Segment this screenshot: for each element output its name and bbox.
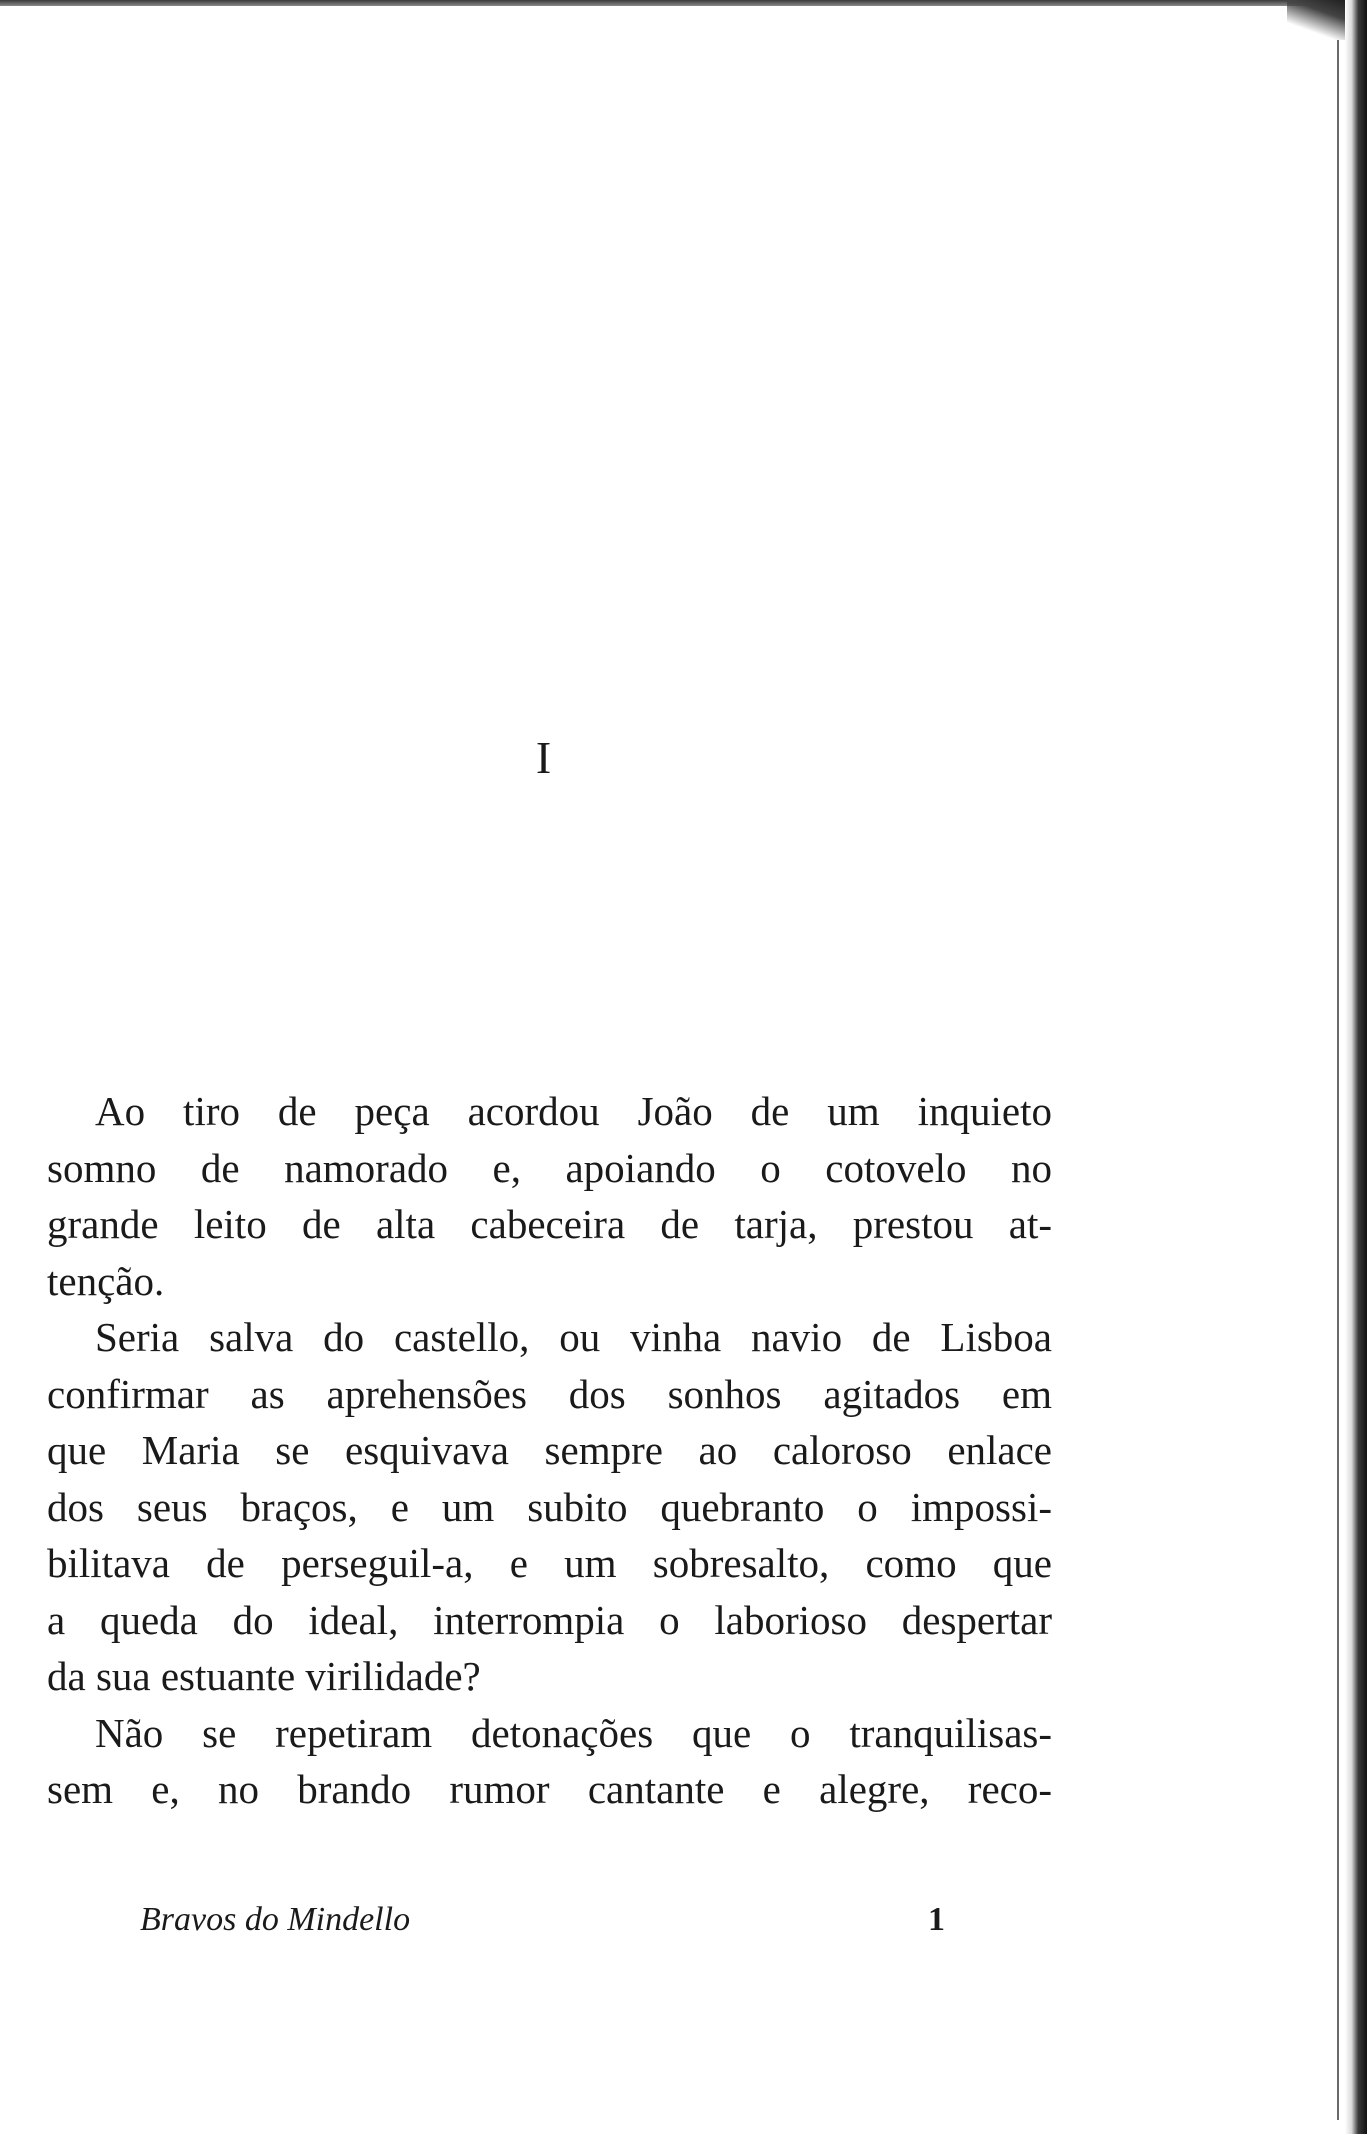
- text-line: grande leito de alta cabeceira de tarja, prestou at-: [47, 1201, 1052, 1247]
- text-line: tenção.: [47, 1257, 165, 1304]
- page-edge-line: [1337, 40, 1339, 2120]
- text-line: Ao tiro de peça acordou João de um inquieto: [95, 1088, 1052, 1134]
- page-footer: [140, 1898, 970, 1942]
- chapter-heading: I: [535, 732, 552, 783]
- text-line: somno de namorado e, apoiando o cotovelo no: [47, 1144, 1052, 1191]
- text-line: que Maria se esquivava sempre ao caloroso enlace: [47, 1427, 1052, 1473]
- text-line: dos seus braços, e um subito quebranto o impossi-: [47, 1483, 1052, 1530]
- text-line: a queda do ideal, interrompia o laborioso despertar: [47, 1596, 1052, 1643]
- page-binding-edge: [1345, 0, 1367, 2134]
- body-text: [47, 1083, 1052, 1818]
- footer-signature-mark: 1: [928, 1901, 945, 1938]
- text-line: sem e, no brando rumor cantante e alegre, reco-: [47, 1766, 1052, 1812]
- text-line: Seria salva do castello, ou vinha navio de Lisboa: [95, 1314, 1052, 1360]
- text-line: da sua estuante virilidade?: [47, 1653, 481, 1699]
- text-line: Não se repetiram detonações que o tranquilisas-: [95, 1709, 1052, 1756]
- text-line: confirmar as aprehensões dos sonhos agitados em: [47, 1370, 1052, 1417]
- page-top-edge: [0, 0, 1367, 6]
- text-line: bilitava de perseguil-a, e um sobresalto, como que: [47, 1540, 1052, 1586]
- footer-book-title: Bravos do Mindello: [140, 1901, 411, 1938]
